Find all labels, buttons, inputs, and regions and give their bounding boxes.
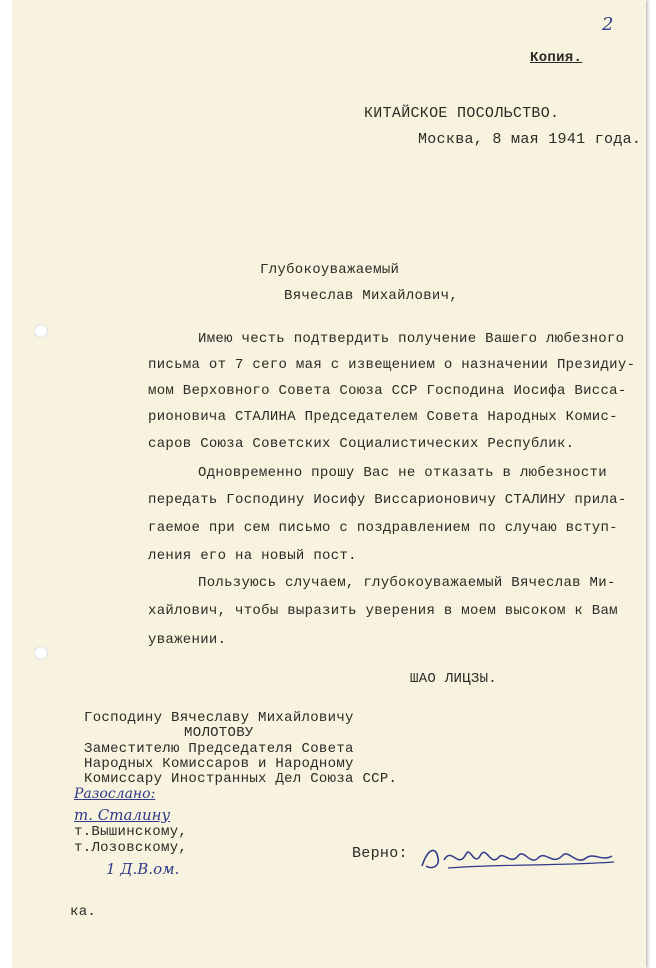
addressee-line: Комиссару Иностранных Дел Союза ССР. (84, 771, 398, 787)
body-line: письма от 7 сего мая с извещением о назначении Президиу- (148, 357, 636, 373)
addressee-line: Заместителю Председателя Совета (84, 741, 354, 757)
body-line: хайлович, чтобы выразить уверения в моем высоком к Вам (148, 603, 618, 619)
body-line: гаемое при сем письмо с поздравлением по случаю вступ- (148, 520, 618, 536)
distribution-header: Разослано: (74, 786, 156, 802)
distribution-recipient-1: т. Сталину (74, 806, 171, 824)
salutation-line-1: Глубокоуважаемый (260, 262, 400, 278)
body-line: Пользуюсь случаем, глубокоуважаемый Вячеслав Ми- (198, 575, 616, 591)
addressee-line: Господину Вячеславу Михайловичу (84, 710, 354, 726)
signatory-name: ШАО ЛИЦЗЫ. (410, 671, 498, 687)
body-line: саров Союза Советских Социалистических Республик. (148, 436, 575, 452)
copy-mark: Копия. (530, 50, 583, 66)
distribution-recipient-3: т.Лозовскому, (74, 840, 188, 856)
body-line: Имею честь подтвердить получение Вашего любезного (198, 331, 625, 347)
body-line: Одновременно прошу Вас не отказать в любезности (198, 465, 607, 481)
certification-label: Верно: (352, 845, 408, 862)
body-line: рионовича СТАЛИНА Председателем Совета Народных Комис- (148, 409, 618, 425)
typist-initials: ка. (70, 904, 97, 920)
body-line: мом Верховного Совета Союза ССР Господина Иосифа Висса- (148, 383, 627, 399)
document-page (12, 0, 646, 968)
distribution-recipient-2: т.Вышинскому, (74, 824, 188, 840)
salutation-line-2: Вячеслав Михайлович, (284, 288, 459, 304)
place-date: Москва, 8 мая 1941 года. (418, 131, 642, 148)
addressee-line: Народных Комиссаров и Народному (84, 756, 354, 772)
signature-mark (418, 836, 618, 880)
embassy-name: КИТАЙСКОЕ ПОСОЛЬСТВО. (364, 105, 560, 122)
body-line: уважении. (148, 632, 227, 648)
body-line: передать Господину Иосифу Виссарионовичу СТАЛИНУ прила- (148, 492, 627, 508)
addressee-line: МОЛОТОВУ (184, 725, 254, 741)
distribution-note: 1 Д.В.ом. (106, 860, 180, 878)
punch-hole-bottom (34, 646, 48, 660)
body-line: ления его на новый пост. (148, 548, 357, 564)
punch-hole-top (34, 324, 48, 338)
page-number: 2 (602, 14, 614, 35)
